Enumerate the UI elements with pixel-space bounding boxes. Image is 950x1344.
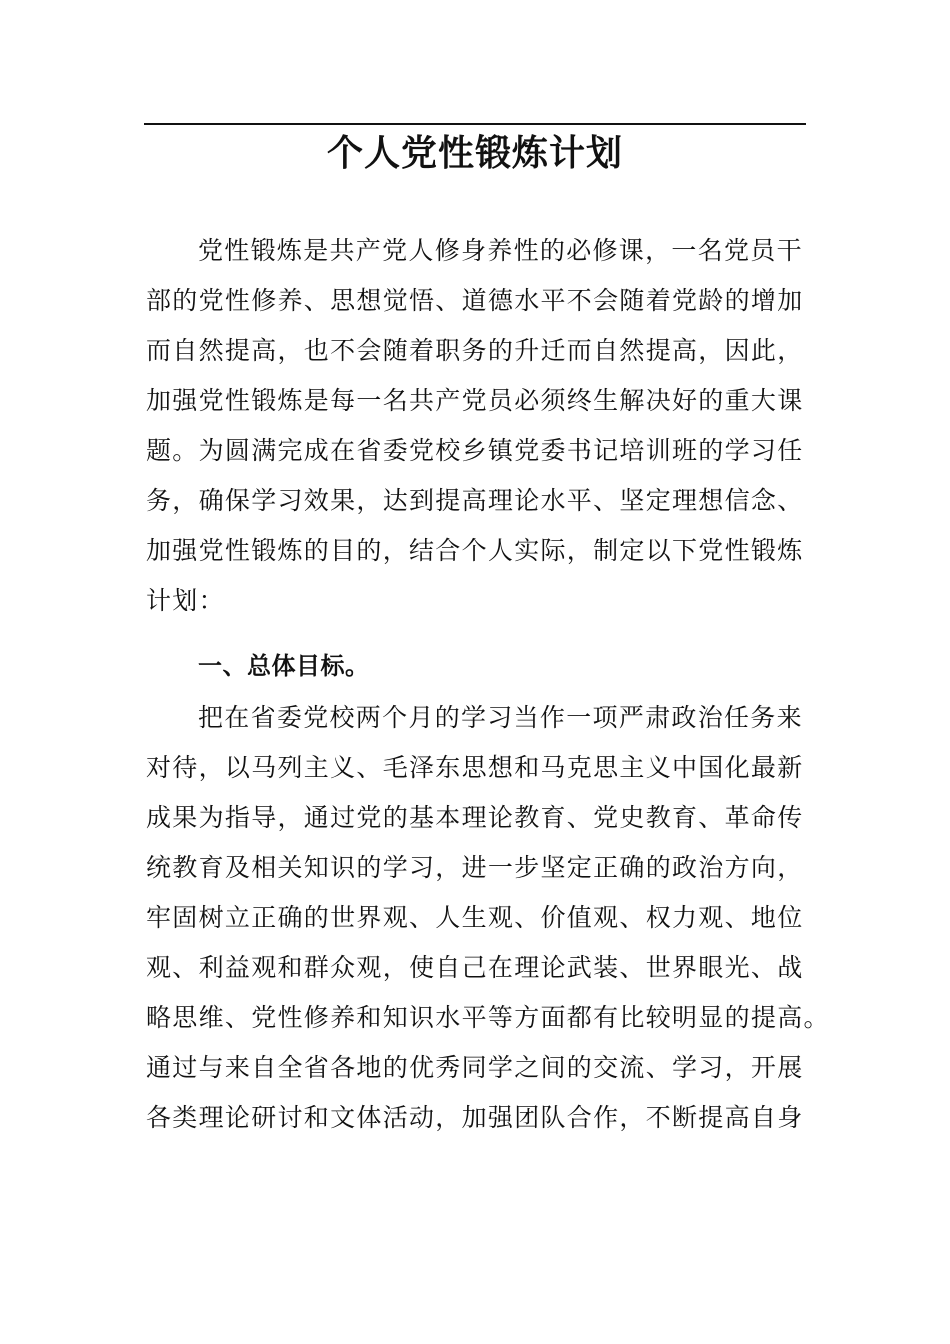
section-heading: [146, 641, 806, 691]
text-line: 部的党性修养、思想觉悟、道德水平不会随着党龄的增加: [146, 286, 804, 315]
text-line: 统教育及相关知识的学习，进一步坚定正确的政治方向，: [146, 853, 804, 882]
intro-paragraph: [146, 226, 806, 626]
text-line: 计划：: [146, 586, 225, 615]
document-title: 个人党性锻炼计划: [326, 133, 623, 174]
text-line: 通过与来自全省各地的优秀同学之间的交流、学习，开展: [146, 1053, 804, 1082]
text-line: 加强党性锻炼的目的，结合个人实际，制定以下党性锻炼: [146, 536, 804, 565]
section-heading-text: 一、总体目标。: [198, 652, 370, 680]
text-line: 观、利益观和群众观，使自己在理论武装、世界眼光、战: [146, 953, 804, 982]
section-paragraph: [146, 693, 830, 1143]
text-line: 务，确保学习效果，达到提高理论水平、坚定理想信念、: [146, 486, 804, 515]
text-line: 成果为指导，通过党的基本理论教育、党史教育、革命传: [146, 803, 804, 832]
text-line: 题。为圆满完成在省委党校乡镇党委书记培训班的学习任: [146, 436, 804, 465]
text-line: 加强党性锻炼是每一名共产党员必须终生解决好的重大课: [146, 386, 804, 415]
header-rule: [144, 123, 806, 125]
text-line: 略思维、党性修养和知识水平等方面都有比较明显的提高。: [146, 1003, 830, 1032]
text-line: 各类理论研讨和文体活动，加强团队合作，不断提高自身: [146, 1103, 804, 1132]
text-line: 而自然提高，也不会随着职务的升迁而自然提高，因此，: [146, 336, 804, 365]
text-line: 把在省委党校两个月的学习当作一项严肃政治任务来: [198, 703, 803, 732]
text-line: 牢固树立正确的世界观、人生观、价值观、权力观、地位: [146, 903, 804, 932]
text-line: 对待，以马列主义、毛泽东思想和马克思主义中国化最新: [146, 753, 804, 782]
text-line: 党性锻炼是共产党人修身养性的必修课，一名党员干: [198, 236, 803, 265]
